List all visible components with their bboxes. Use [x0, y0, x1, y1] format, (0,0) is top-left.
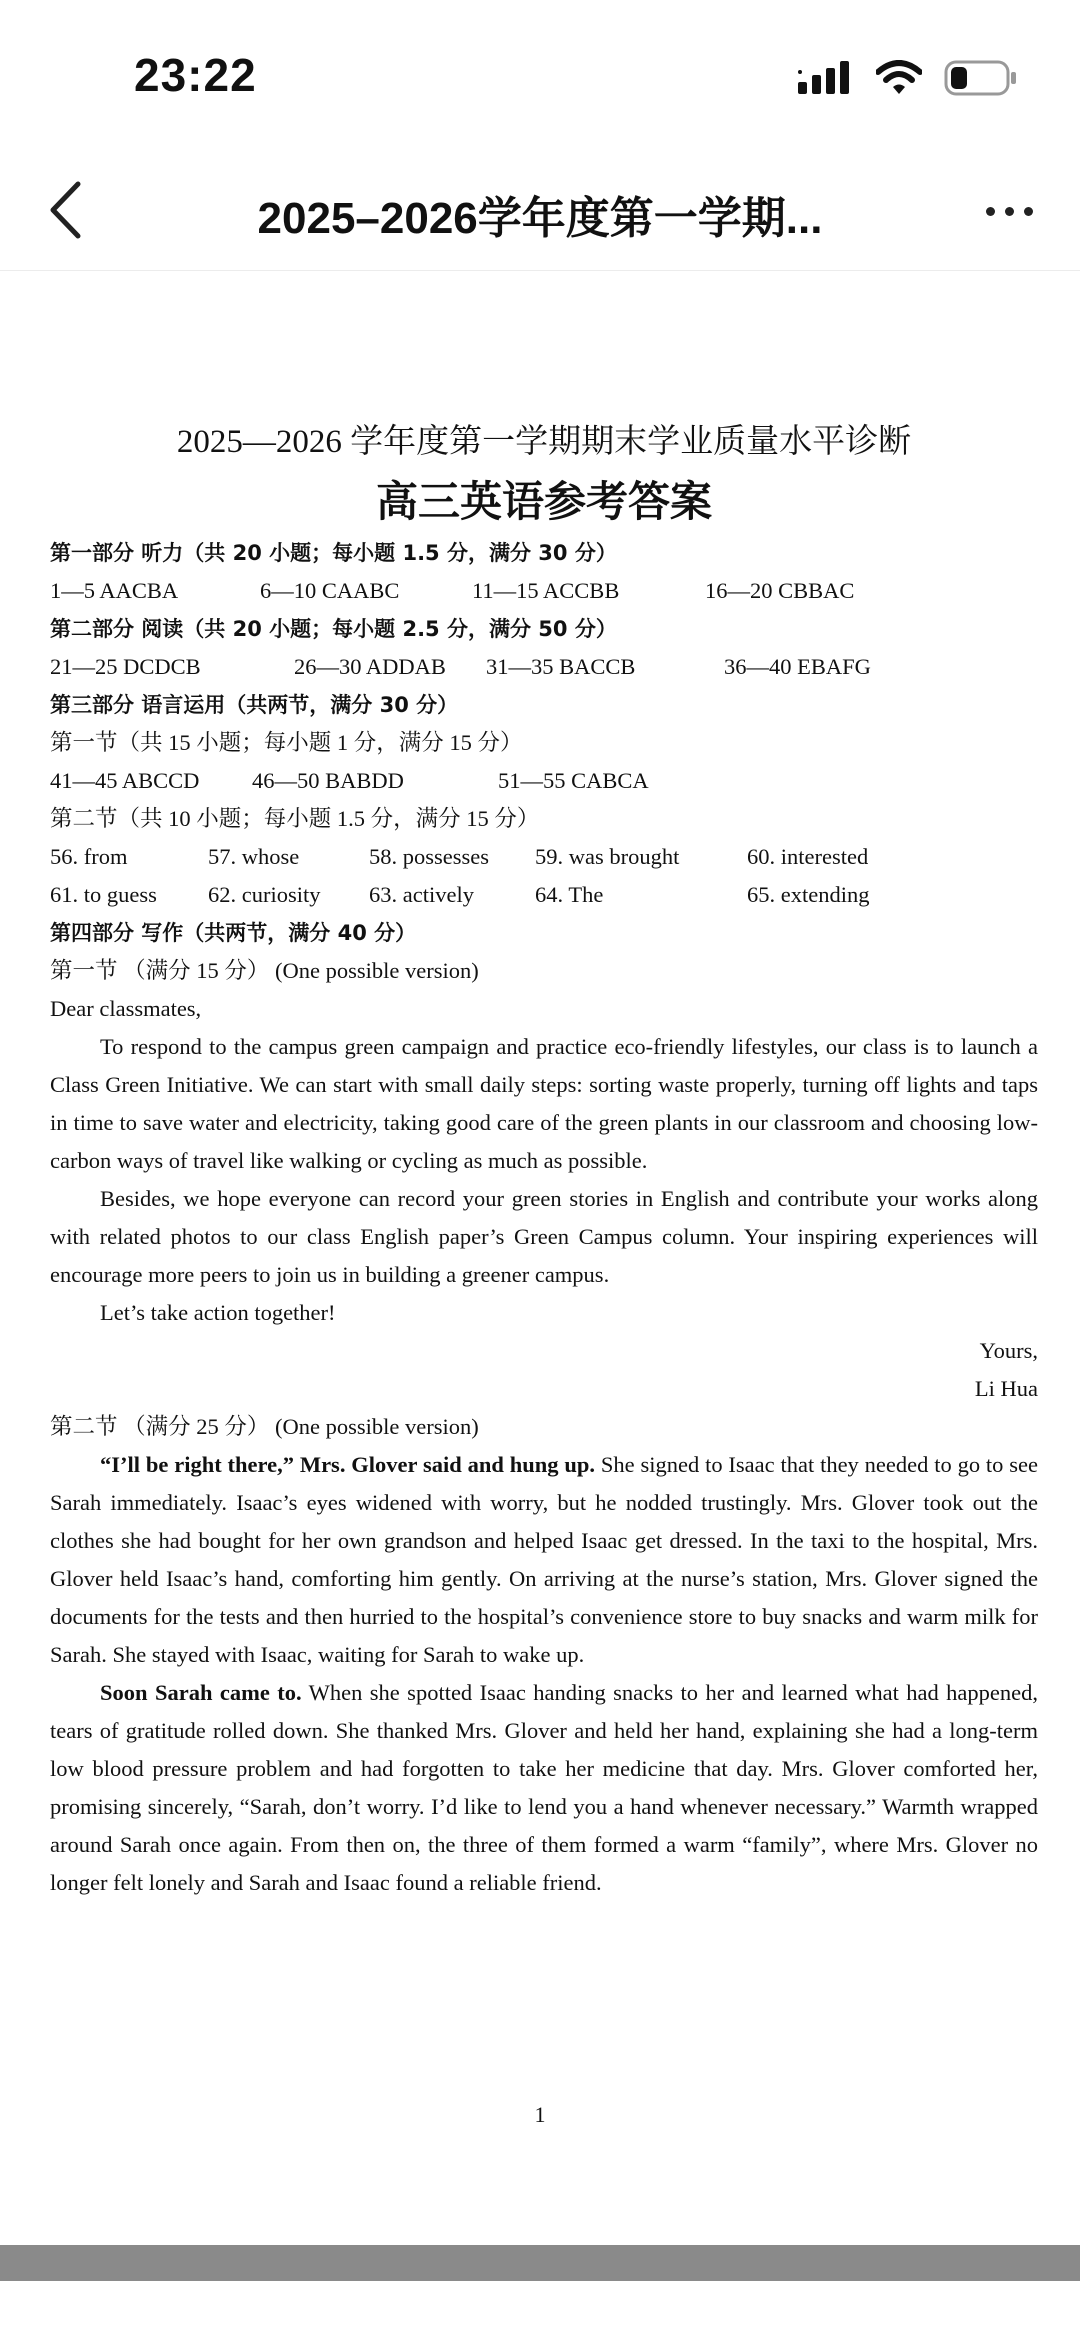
page-title: 2025–2026学年度第一学期... — [257, 194, 823, 243]
answer-row — [50, 572, 1038, 610]
answer-group: 16—20 CBBAC — [705, 578, 855, 603]
answer-item: 59. was brought — [535, 844, 680, 869]
answer-item: 62. curiosity — [208, 882, 321, 907]
status-time: 23:22 — [134, 49, 257, 101]
answer-item: 64. The — [535, 882, 604, 907]
wifi-icon — [876, 60, 922, 101]
status-icons — [798, 58, 1018, 102]
document-subtitle: 高三英语参考答案 — [375, 477, 712, 526]
document-page — [50, 420, 1038, 1902]
subsection-heading: 第一节 （满分 15 分） (One possible version) — [50, 958, 479, 983]
page-number: 1 — [534, 2102, 546, 2127]
answer-group: 46—50 BABDD — [252, 768, 404, 793]
signal-icon — [798, 60, 854, 101]
answer-group: 51—55 CABCA — [498, 768, 649, 793]
answer-group: 11—15 ACCBB — [472, 578, 620, 603]
answer-group: 41—45 ABCCD — [50, 768, 200, 793]
chevron-left-icon — [48, 180, 82, 240]
section-heading: 第三部分 语言运用（共两节，满分 30 分） — [50, 693, 459, 717]
story-lead: “I’ll be right there,” Mrs. Glover said and hung up. — [100, 1452, 596, 1477]
story-paragraph — [50, 1674, 1038, 1902]
answer-group: 21—25 DCDCB — [50, 654, 201, 679]
answer-item: 60. interested — [747, 844, 869, 869]
answer-group: 26—30 ADDAB — [294, 654, 446, 679]
battery-icon — [944, 59, 1018, 102]
answer-row — [50, 838, 1038, 876]
answer-item: 63. actively — [369, 882, 474, 907]
section-heading: 第二部分 阅读（共 20 小题；每小题 2.5 分，满分 50 分） — [50, 617, 617, 641]
answer-group: 1—5 AACBA — [50, 578, 179, 603]
letter-paragraph: To respond to the campus green campaign and practice eco-friendly lifestyles, our class is to launch a Class Green Initiative. We can start with small daily steps: sorting waste properly, turning off lights and taps in time to save water and electricity, taking good care of the green plants in our classroom and choosing low-carbon ways of travel like walking or cycling as much as possible. — [50, 1034, 1038, 1173]
answer-row — [50, 876, 1038, 914]
more-dot-icon — [986, 207, 995, 216]
document-title: 2025—2026 学年度第一学期期末学业质量水平诊断 — [176, 424, 912, 460]
answer-item: 58. possesses — [369, 844, 490, 869]
subsection-heading: 第二节 （满分 25 分） (One possible version) — [50, 1414, 479, 1439]
story-text: When she spotted Isaac handing snacks to her and learned what had happened, tears of gratitude rolled down. She thanked Mrs. Glover and held her hand, explaining she had a long-term low blood pressure problem and had forgotten to take her medicine that day. Mrs. Glover comforted her, promising sincerely, “Sarah, don’t worry. I’d like to lend you a hand whenever necessary.” Warmth wrapped around Sarah once again. From then on, the three of them formed a warm “family”, where Mrs. Glover no longer felt lonely and Sarah and Isaac found a reliable friend. — [50, 1680, 1038, 1895]
section-heading: 第一部分 听力（共 20 小题；每小题 1.5 分，满分 30 分） — [50, 541, 617, 565]
story-text: She signed to Isaac that they needed to go to see Sarah immediately. Isaac’s eyes widened with worry, but he nodded trustingly. Mrs. Glover took out the clothes she had bought for her own grandson and helped Isaac get dressed. In the taxi to the hospital, Mrs. Glover held Isaac’s hand, comforting him gently. On arriving at the nurse’s station, Mrs. Glover signed the documents for the tests and then hurried to the hospital’s convenience store to buy snacks and warm milk for Sarah. She stayed with Isaac, waiting for Sarah to wake up. — [50, 1452, 1039, 1667]
story-lead: Soon Sarah came to. — [100, 1680, 302, 1705]
nav-bar — [0, 150, 1080, 271]
subsection-heading: 第二节（共 10 小题；每小题 1.5 分，满分 15 分） — [50, 806, 540, 831]
answer-item: 61. to guess — [50, 882, 157, 907]
answer-item: 65. extending — [747, 882, 870, 907]
answer-group: 31—35 BACCB — [486, 654, 636, 679]
letter-paragraph: Besides, we hope everyone can record your green stories in English and contribute your works along with related photos to our class English paper’s Green Campus column. Your inspiring experiences will encourage more peers to join us in building a greener campus. — [50, 1186, 1038, 1287]
page-divider — [0, 2245, 1080, 2281]
answer-row — [50, 762, 1038, 800]
letter-sign-off: Yours, — [979, 1338, 1038, 1363]
answer-row — [50, 648, 1038, 686]
letter-salutation: Dear classmates, — [50, 996, 202, 1021]
story-paragraph — [50, 1446, 1038, 1674]
more-dot-icon — [1005, 207, 1014, 216]
section-heading: 第四部分 写作（共两节，满分 40 分） — [50, 921, 417, 945]
back-button[interactable] — [30, 172, 100, 248]
answer-item: 56. from — [50, 844, 128, 869]
more-dot-icon — [1024, 207, 1033, 216]
letter-closing: Let’s take action together! — [100, 1300, 336, 1325]
answer-item: 57. whose — [208, 844, 300, 869]
answer-group: 36—40 EBAFG — [724, 654, 871, 679]
subsection-heading: 第一节（共 15 小题；每小题 1 分，满分 15 分） — [50, 730, 523, 755]
more-options-button[interactable] — [964, 176, 1054, 246]
answer-group: 6—10 CAABC — [260, 578, 400, 603]
letter-signature: Li Hua — [974, 1376, 1038, 1401]
status-bar — [0, 0, 1080, 150]
